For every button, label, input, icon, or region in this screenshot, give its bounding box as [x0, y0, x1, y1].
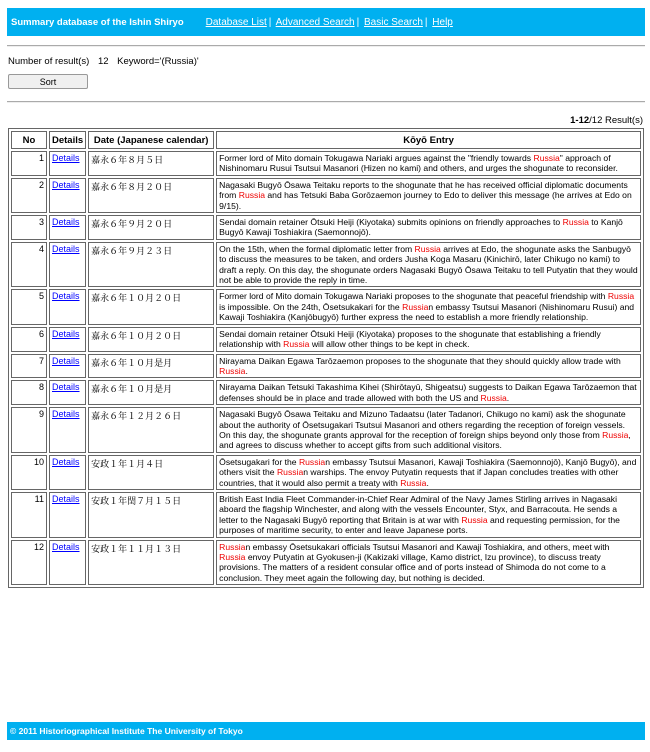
- header-bar: [7, 8, 645, 36]
- keyword-highlight: Russia: [400, 477, 427, 488]
- table-row: [11, 151, 641, 176]
- details-link[interactable]: Details: [52, 382, 80, 393]
- row-number: 10: [11, 455, 47, 490]
- row-date: 嘉永６年１０月２０日: [88, 327, 214, 352]
- sort-button[interactable]: Sort: [8, 74, 88, 89]
- keyword-highlight: Russia: [414, 243, 441, 254]
- table-row: [11, 327, 641, 352]
- keyword-highlight: Russia: [602, 429, 629, 440]
- col-date: Date (Japanese calendar): [88, 131, 214, 149]
- row-entry: Ōsetsugakari for the Russian embassy Tsutsui Masanori, Kawaji Toshiakira (Saemonnojō), Kanjō Bugyō), and others visit the Russian warships. The envoy Putyatin requests that if Japan concludes treaties with other countries, that it would also permit a treaty with Russia.: [216, 455, 641, 490]
- details-link[interactable]: Details: [52, 243, 80, 254]
- details-link[interactable]: Details: [52, 217, 80, 228]
- row-entry: Nirayama Daikan Tetsuki Takashima Kihei (Shirōtayū, Shigeatsu) suggests to Daikan Egawa Tarōzaemon that defenses should be in place and trade allowed with both the US and Russia.: [216, 380, 641, 405]
- row-number: 6: [11, 327, 47, 352]
- details-cell: [49, 215, 86, 240]
- row-number: 5: [11, 289, 47, 324]
- nav-database-list[interactable]: Database List: [205, 16, 267, 28]
- details-cell: [49, 455, 86, 490]
- details-link[interactable]: Details: [52, 328, 80, 339]
- row-date: 嘉永６年１０月２０日: [88, 289, 214, 324]
- details-link[interactable]: Details: [52, 409, 80, 420]
- row-number: 11: [11, 492, 47, 538]
- row-date: 嘉永６年９月２０日: [88, 215, 214, 240]
- table-row: [11, 354, 641, 379]
- row-entry: Sendai domain retainer Ōtsuki Heiji (Kiyotaka) proposes to the shogunate that establishing a friendly relationship with Russia will allow other things to be kept in check.: [216, 327, 641, 352]
- top-nav: Database List | Advanced Search | Basic Search | Help: [205, 16, 453, 28]
- keyword-text: Keyword='(Russia)': [117, 56, 199, 67]
- col-no: No: [11, 131, 47, 149]
- nav-advanced-search[interactable]: Advanced Search: [275, 16, 355, 28]
- result-count: 12: [97, 56, 109, 67]
- details-cell: [49, 354, 86, 379]
- details-cell: [49, 540, 86, 586]
- row-number: 1: [11, 151, 47, 176]
- result-summary: [8, 56, 205, 67]
- details-cell: [49, 178, 86, 213]
- row-entry: Nagasaki Bugyō Ōsawa Teitaku and Mizuno Tadaatsu (later Tadanori, Chikugo no kami) ask the shogunate about the authority of Ōsetsugakari Tsutsui Masanori and others regarding the reception of foreign vessels. On this day, the shogunate grants approval for the reception of foreign ships beyond only those from Russia, and agrees to discuss whether to accept gifts from such additional visitors.: [216, 407, 641, 453]
- row-date: 嘉永６年１０月是月: [88, 354, 214, 379]
- row-number: 8: [11, 380, 47, 405]
- row-number: 2: [11, 178, 47, 213]
- keyword-highlight: Russia: [238, 190, 266, 201]
- result-range: 1-12: [570, 115, 590, 126]
- table-row: [11, 380, 641, 405]
- table-row: [11, 455, 641, 490]
- divider: [7, 101, 645, 103]
- col-details: Details: [49, 131, 86, 149]
- row-date: 嘉永６年１２月２６日: [88, 407, 214, 453]
- keyword-highlight: Russia: [219, 552, 246, 562]
- result-count-label: Number of result(s): [8, 56, 90, 67]
- row-number: 9: [11, 407, 47, 453]
- nav-basic-search[interactable]: Basic Search: [363, 16, 423, 28]
- row-entry: Former lord of Mito domain Tokugawa Nariaki argues against the "friendly towards Russia" approach of Nishinomaru Rusui Tsutsui Masanori (Hizen no kami) and others, and urges the shogunate to reconsider.: [216, 151, 641, 176]
- table-row: [11, 215, 641, 240]
- keyword-highlight: Russia: [219, 541, 246, 552]
- nav-help[interactable]: Help: [432, 16, 453, 28]
- details-cell: [49, 380, 86, 405]
- details-cell: [49, 242, 86, 288]
- site-title: Summary database of the Ishin Shiryo: [11, 16, 184, 28]
- details-cell: [49, 327, 86, 352]
- table-row: [11, 178, 641, 213]
- keyword-highlight: Russia: [219, 365, 246, 376]
- divider: [7, 45, 645, 47]
- details-link[interactable]: Details: [52, 456, 80, 467]
- row-date: 嘉永６年１０月是月: [88, 380, 214, 405]
- keyword-highlight: Russia: [276, 467, 304, 478]
- col-entry: Kōyō Entry: [216, 131, 641, 149]
- row-number: 7: [11, 354, 47, 379]
- table-row: [11, 407, 641, 453]
- keyword-highlight: Russia: [607, 291, 635, 302]
- row-number: 3: [11, 215, 47, 240]
- row-date: 嘉永６年８月５日: [88, 151, 214, 176]
- row-entry: Nirayama Daikan Egawa Tarōzaemon proposes to the shogunate that they should quickly allow trade with Russia.: [216, 354, 641, 379]
- row-entry: Nagasaki Bugyō Ōsawa Teitaku reports to the shogunate that he has received official diplomatic documents from Russia and has Tetsuki Baba Gorōzaemon journey to Edo to deliver this message (he arrives at Edo on 9/15).: [216, 178, 641, 213]
- result-pager: [570, 115, 643, 126]
- row-date: 安政１年１１月１３日: [88, 540, 214, 586]
- row-date: 嘉永６年９月２３日: [88, 242, 214, 288]
- result-total: /12 Result(s): [589, 115, 643, 126]
- keyword-highlight: Russia: [402, 301, 429, 312]
- keyword-highlight: Russia: [480, 392, 507, 403]
- row-number: 12: [11, 540, 47, 586]
- table-header-row: [11, 131, 641, 149]
- details-cell: [49, 151, 86, 176]
- keyword-highlight: Russia: [533, 153, 560, 163]
- row-entry: Russian embassy Ōsetsukakari officials Tsutsui Masanori and Kawaji Toshiakira, and others, meet with Russia envoy Putyatin at Gyokusen-ji (Kakizaki village, Kamo district, Izu province), to discuss treaty provisions. The matters of a resident consular office and of ports instead of Shimoda do not come to a conclusion. They meet again the following day, but nothing is decided.: [216, 540, 641, 586]
- table-row: [11, 242, 641, 288]
- row-entry: Sendai domain retainer Ōtsuki Heiji (Kiyotaka) submits opinions on friendly approaches to Russia to Kanjō Bugyō Kawaji Toshiakira (Saemonnojō).: [216, 215, 641, 240]
- details-link[interactable]: Details: [52, 179, 80, 190]
- footer-bar: [7, 722, 645, 740]
- row-entry: On the 15th, when the formal diplomatic letter from Russia arrives at Edo, the shogunate asks the Sanbugyō to discuss the measures to be taken, and orders Jusha Koga Masaru (Kinichirō, later Chikugo no kami) to draft a reply. On this day, the shogunate orders Nagasaki Bugyō Ōsawa Teitaku to tell Putyatin that they would not be able to provide the reply in time.: [216, 242, 641, 288]
- row-date: 安政１年１月４日: [88, 455, 214, 490]
- keyword-highlight: Russia: [461, 514, 488, 525]
- details-link[interactable]: Details: [52, 291, 80, 302]
- keyword-highlight: Russia: [298, 456, 326, 467]
- keyword-highlight: Russia: [562, 217, 589, 228]
- details-link[interactable]: Details: [52, 541, 80, 552]
- details-cell: [49, 289, 86, 324]
- table-row: [11, 540, 641, 586]
- details-link[interactable]: Details: [52, 493, 80, 504]
- keyword-highlight: Russia: [283, 339, 310, 350]
- row-number: 4: [11, 242, 47, 288]
- results-table: [8, 128, 644, 588]
- row-date: 安政１年閏７月１５日: [88, 492, 214, 538]
- details-link[interactable]: Details: [52, 153, 80, 163]
- table-row: [11, 492, 641, 538]
- details-cell: [49, 407, 86, 453]
- details-link[interactable]: Details: [52, 355, 80, 366]
- row-entry: British East India Fleet Commander-in-Chief Rear Admiral of the Navy James Stirling arrives in Nagasaki aboard the flagship Winchester, and along with the vessels Encounter, Styx, and Barracouta. He sends a letter to the Nagasaki Bugyō reporting that Britain is at war with Russia and requesting permission, for the purposes of maritime security, to enter and leave Japanese ports.: [216, 492, 641, 538]
- row-date: 嘉永６年８月２０日: [88, 178, 214, 213]
- copyright: © 2011 Historiographical Institute The University of Tokyo: [10, 726, 243, 736]
- details-cell: [49, 492, 86, 538]
- row-entry: Former lord of Mito domain Tokugawa Nariaki proposes to the shogunate that peaceful friendship with Russia is impossible. On the 24th, Ōsetsukakari for the Russian embassy Tsutsui Masanori (Nishinomaru Rusui) and Kawaji Toshiakira (Kanjōbugyō) further express the need to establish a more friendly relationship.: [216, 289, 641, 324]
- table-row: [11, 289, 641, 324]
